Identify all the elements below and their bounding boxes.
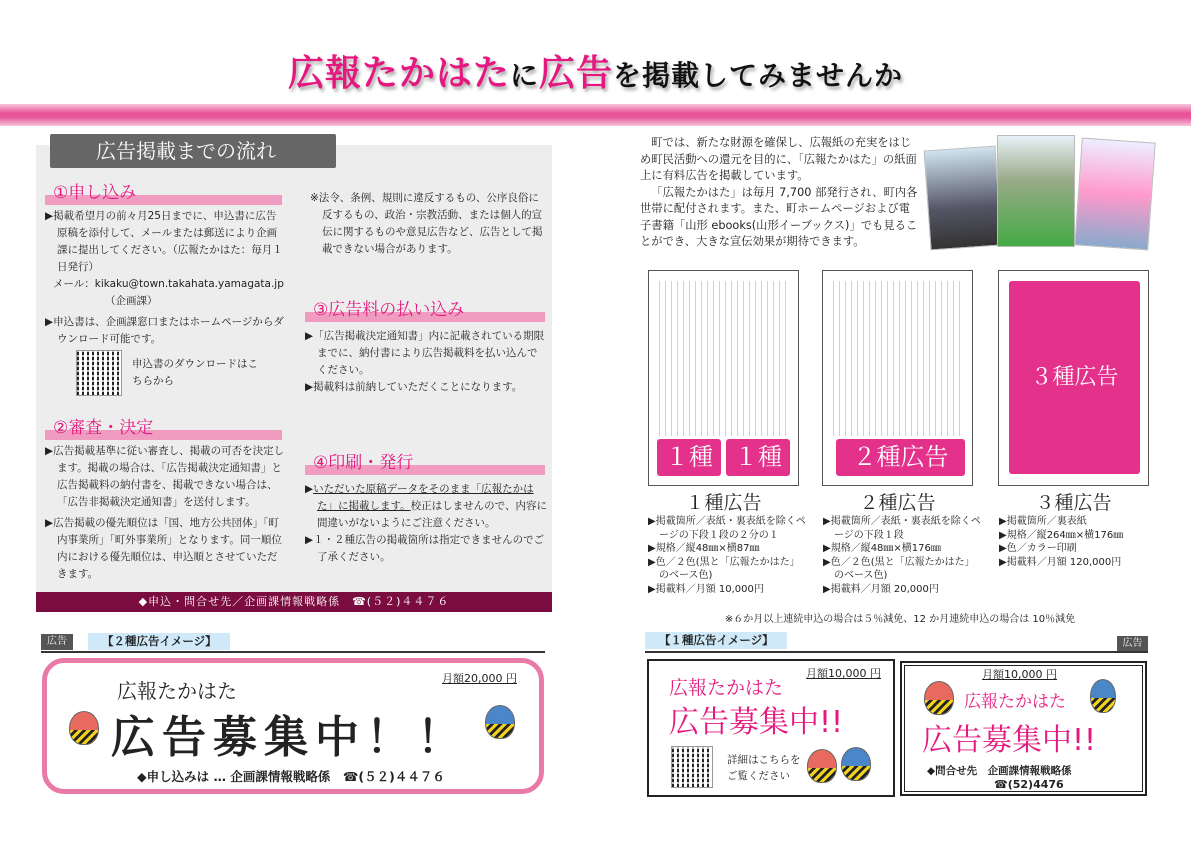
detail: ▶掲載料／月額 10,000円 — [648, 583, 764, 595]
qr-caption: 詳細はこちらをご覧ください — [727, 754, 801, 782]
detail: ▶規格／縦264㎜×横176㎜ — [999, 529, 1124, 541]
intro-paragraph: 町では、新たな財源を確保し、広報紙の充実をはじめ町民活動への還元を目的に、「広報たかはた」の紙面上に有料広告を掲載しています。 — [640, 136, 917, 182]
sample2-ad — [42, 658, 544, 794]
sample2-label: 【２種広告イメージ】 — [88, 633, 230, 650]
title-part: 広告 — [539, 53, 614, 94]
ad-contact: ◆申し込みは … 企画課情報戦略係 ☎(５２)４４７６ — [137, 769, 445, 784]
detail: ▶掲載料／月額 120,000円 — [999, 556, 1122, 568]
ad-headline: 広告募集中!! — [669, 705, 844, 740]
sample1a-ad — [647, 659, 895, 797]
ad-tag: 広告 — [1117, 636, 1148, 652]
email-text: メール：kikaku@town.takahata.yamagata.jp — [53, 278, 284, 290]
mascot-red-icon — [69, 711, 99, 745]
email-dept: （企画課） — [105, 295, 158, 307]
detail: ▶掲載箇所／表紙・裏表紙を除くページの下段１段の２分の１ — [648, 516, 806, 541]
mascot-blue-icon — [485, 705, 515, 739]
step3-body — [305, 328, 547, 396]
detail: ▶色／２色(黒と「広報たかはた」のベース色) — [648, 556, 800, 582]
step4-item-underlined: いただいた原稿データをそのまま「広報たかはた」に掲載します。 — [313, 483, 534, 512]
step2-item: ▶広告掲載基準に従い審査し、掲載の可否を決定します。掲載の場合は、「広告掲載決定通知書」と広告掲載料の納付書を、掲載できない場合は、「広告非掲載決定通知書」を送付します。 — [45, 445, 285, 508]
detail: ▶色／カラー印刷 — [999, 543, 1077, 555]
ad-type1-card — [648, 270, 799, 486]
ad-name: 広報たかはた — [117, 679, 237, 703]
mascot-blue-icon — [841, 747, 871, 781]
detail: ▶色／２色(黒と「広報たかはた」のベース色) — [823, 556, 975, 582]
detail: ▶規格／縦48㎜×横87㎜ — [648, 543, 760, 555]
title-part: 広報たかはた — [287, 53, 510, 94]
contact-band: ◆申込・問合せ先／企画課情報戦略係 ☎(５２)４４７６ — [36, 592, 552, 612]
ad-type3-label: ３種広告 — [1035, 492, 1112, 514]
ad-name: 広報たかはた — [964, 692, 1066, 712]
ad-type2-card — [822, 270, 973, 486]
type1-badge: １種 — [726, 439, 790, 476]
type2-badge: ２種広告 — [836, 439, 965, 476]
ad-headline: 広告募集中!! — [922, 723, 1097, 758]
price: 月額10,000 円 — [806, 667, 881, 680]
ad-type2-label: ２種広告 — [859, 492, 936, 514]
sample1b-ad — [900, 661, 1147, 796]
step2-item: ▶広告掲載の優先順位は「国、地方公共団体」「町内事業所」「町外事業所」となります。同一順位内における優先順位は、申込順とさせていただきます。 — [45, 517, 282, 580]
step4-body — [305, 481, 547, 566]
ad-contact: ◆問合せ先 企画課情報戦略係 — [927, 765, 1072, 777]
magazine-cover-image — [997, 135, 1075, 247]
divider — [41, 651, 545, 653]
ad-type1-details — [648, 515, 808, 597]
step4-heading: ④印刷・発行 — [305, 453, 545, 475]
page-title — [0, 45, 1191, 96]
magazine-cover-image — [1074, 138, 1155, 251]
title-part: を掲載してみませんか — [613, 59, 904, 92]
bullet: ▶ — [305, 483, 314, 495]
qr-caption: 申込書のダウンロードはこちらから — [132, 358, 258, 387]
restriction-note — [310, 190, 548, 258]
ad-type3-card — [998, 270, 1149, 486]
ad-type2-details — [823, 515, 983, 597]
title-part: に — [509, 59, 539, 92]
intro-text — [640, 135, 918, 251]
detail: ▶規格／縦48㎜×横176㎜ — [823, 543, 941, 555]
step4-item: ▶１・２種広告の掲載箇所は指定できませんのでご了承ください。 — [305, 534, 545, 563]
flow-heading: 広告掲載までの流れ — [50, 134, 336, 168]
qr-code[interactable] — [76, 350, 122, 396]
pink-divider-stripe — [0, 104, 1191, 126]
ad-type1-label: １種広告 — [685, 492, 762, 514]
ad-type3-details — [999, 515, 1159, 569]
ad-phone: ☎(52)4476 — [994, 778, 1064, 791]
step2-body — [45, 443, 285, 583]
mascot-red-icon — [924, 681, 954, 715]
mascot-red-icon — [807, 749, 837, 783]
step1-body — [45, 208, 285, 348]
ad-tag: 広告 — [41, 634, 73, 650]
magazine-cover-image — [924, 146, 1003, 251]
step3-item: ▶掲載料は前納していただくことになります。 — [305, 381, 523, 393]
price: 月額10,000 円 — [982, 668, 1057, 681]
qr-code[interactable] — [671, 746, 713, 788]
step2-heading: ②審査・決定 — [45, 418, 282, 440]
step1-item: ▶申込書は、企画課窓口またはホームページからダウンロード可能です。 — [45, 316, 284, 345]
detail: ▶掲載箇所／表紙・裏表紙を除くページの下段１段 — [823, 516, 981, 541]
type1-badge: １種 — [657, 439, 721, 476]
step1-heading: ①申し込み — [45, 183, 282, 205]
ad-headline: 広告募集中！！ — [111, 712, 468, 763]
price: 月額20,000 円 — [442, 672, 517, 685]
sample1-label: 【１種広告イメージ】 — [645, 632, 787, 649]
mascot-blue-icon — [1090, 679, 1116, 713]
step3-item: ▶「広告掲載決定通知書」内に記載されている期限までに、納付書により広告掲載料を払い込んでください。 — [305, 330, 545, 376]
note-text: ※法令、条例、規則に違反するもの、公序良俗に反するもの、政治・宗教活動、または個人的宣伝に関するものや意見広告など、広告として掲載できない場合があります。 — [310, 192, 543, 255]
intro-paragraph: 「広報たかはた」は毎月 7,700 部発行され、町内各世帯に配付されます。また、町ホームページおよび電子書籍「山形 ebooks(山形イーブックス)」でも見ることができ、大きな宣伝効果が期待できます。 — [640, 185, 918, 248]
step1-item: ▶掲載希望月の前々月25日までに、申込書に広告原稿を添付して、メールまたは郵送により企画課に提出してください。（広報たかはた：毎月１日発行） — [45, 210, 283, 273]
detail: ▶掲載料／月額 20,000円 — [823, 583, 939, 595]
type3-badge: ３種広告 — [1009, 281, 1140, 474]
step3-heading: ③広告料の払い込み — [305, 300, 545, 322]
discount-note: ※６か月以上連続申込の場合は５％減免、12 か月連続申込の場合は 10％減免 — [724, 614, 1076, 625]
ad-name: 広報たかはた — [669, 677, 784, 699]
step4-item: 校正はしませんので、内容に間違いがないようにご注意ください。 — [317, 500, 547, 529]
detail: ▶掲載箇所／裏表紙 — [999, 516, 1087, 527]
divider — [645, 651, 1148, 653]
